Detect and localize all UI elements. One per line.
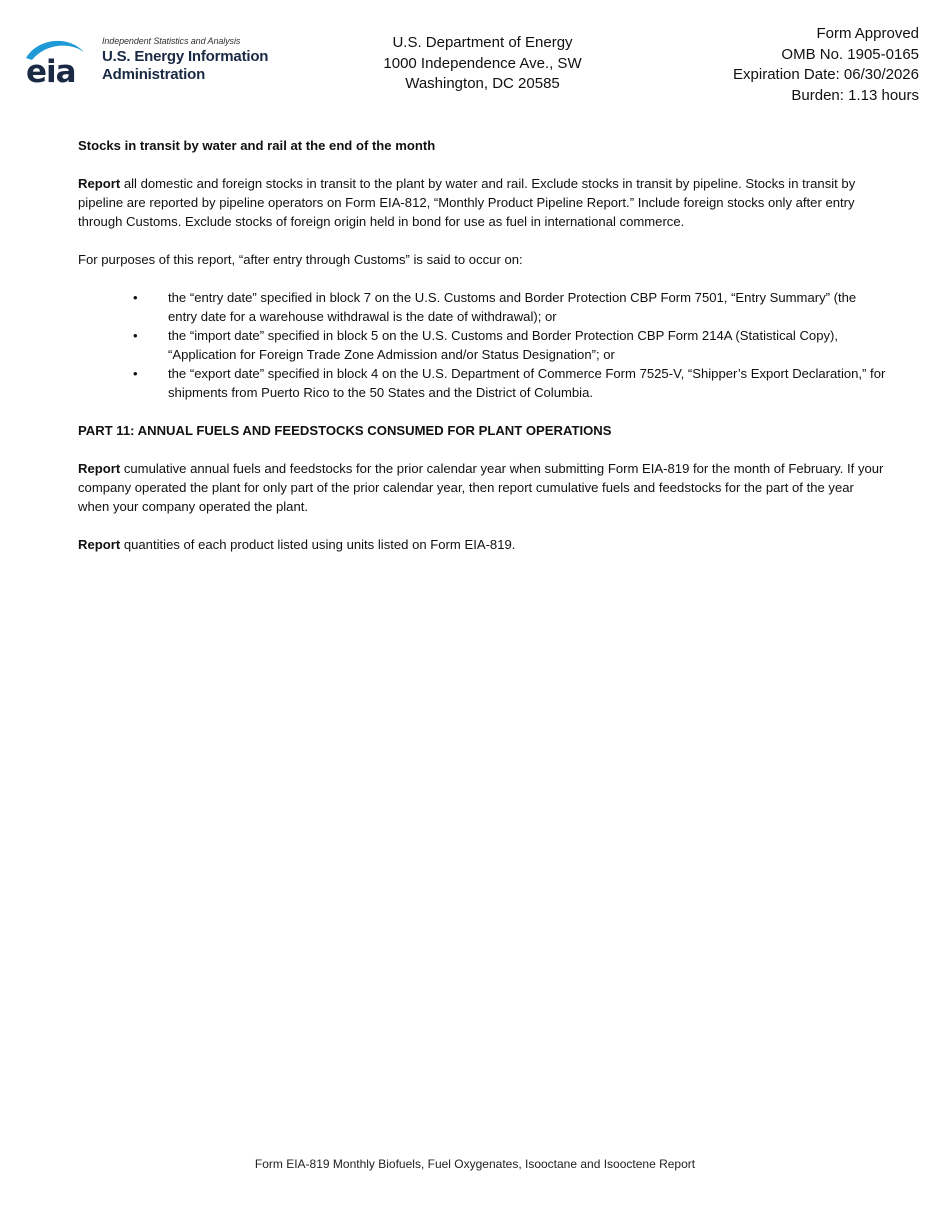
- street-address: 1000 Independence Ave., SW: [383, 54, 582, 72]
- logo-mark-text: eia: [26, 54, 76, 86]
- paragraph-lead: Report: [78, 537, 121, 552]
- customs-date-list: [78, 288, 886, 402]
- list-item-text: the “export date” specified in block 4 on the U.S. Department of Commerce Form 7525-V, “Shipper’s Export Declaration,” for shipments from Puerto Rico to the 50 States and the District of Columbia.: [168, 366, 886, 400]
- paragraph-report-stocks: [78, 174, 886, 231]
- form-approval-info: [733, 24, 919, 106]
- bullet-icon: •: [133, 290, 138, 305]
- logo-wordmark: [102, 37, 268, 84]
- list-item: [78, 326, 886, 364]
- list-item: [78, 364, 886, 402]
- list-item-text: the “entry date” specified in block 7 on the U.S. Customs and Border Protection CBP Form 7501, “Entry Summary” (the entry date for a warehouse withdrawal is the date of withdrawal); or: [168, 290, 857, 324]
- paragraph-lead: Report: [78, 176, 121, 191]
- page-footer: Form EIA-819 Monthly Biofuels, Fuel Oxygenates, Isooctane and Isooctene Report: [254, 1157, 696, 1171]
- paragraph-text: cumulative annual fuels and feedstocks for the prior calendar year when submitting Form EIA-819 for the month of February. If your company operated the plant for only part of the prior calendar year, then report cumulative fuels and feedstocks for the part of the year when your company operated the plant.: [78, 461, 884, 514]
- bullet-icon: •: [133, 328, 138, 343]
- paragraph-text: all domestic and foreign stocks in transit to the plant by water and rail. Exclude stocks in transit by pipeline. Stocks in transit by pipeline are reported by pipeline operators on Form EIA-812, “Monthly Product Pipeline Report.” Include foreign stocks only after entry through Customs. Exclude stocks of foreign origin held in bond for use as fuel in international commerce.: [78, 176, 856, 229]
- section-heading-stocks-in-transit: Stocks in transit by water and rail at the end of the month: [78, 138, 436, 153]
- list-item-text: the “import date” specified in block 5 on the U.S. Customs and Border Protection CBP Form 214A (Statistical Copy), “Application for Foreign Trade Zone Admission and/or Status Designation”; or: [168, 328, 839, 362]
- bullet-icon: •: [133, 366, 138, 381]
- city-state-zip: Washington, DC 20585: [405, 75, 560, 92]
- logo-name-line2: Administration: [102, 66, 206, 83]
- omb-number: OMB No. 1905-0165: [781, 45, 919, 63]
- expiration-date: Expiration Date: 06/30/2026: [733, 66, 919, 83]
- burden-hours: Burden: 1.13 hours: [791, 86, 919, 104]
- document-body: [78, 136, 886, 573]
- paragraph-report-cumulative: [78, 459, 886, 516]
- department-address: [355, 33, 610, 95]
- section-heading-part-11: PART 11: ANNUAL FUELS AND FEEDSTOCKS CONSUMED FOR PLANT OPERATIONS: [78, 423, 612, 438]
- paragraph-report-quantities: [78, 535, 886, 554]
- paragraph-text: quantities of each product listed using units listed on Form EIA-819.: [120, 537, 516, 552]
- list-item: [78, 288, 886, 326]
- paragraph-lead: Report: [78, 461, 121, 476]
- paragraph-customs-intro: For purposes of this report, “after entry through Customs” is said to occur on:: [78, 252, 523, 267]
- logo-tagline: Independent Statistics and Analysis: [102, 36, 241, 46]
- logo-name-line1: U.S. Energy Information: [102, 48, 269, 65]
- department-name: U.S. Department of Energy: [392, 34, 573, 51]
- form-approved-label: Form Approved: [816, 25, 919, 42]
